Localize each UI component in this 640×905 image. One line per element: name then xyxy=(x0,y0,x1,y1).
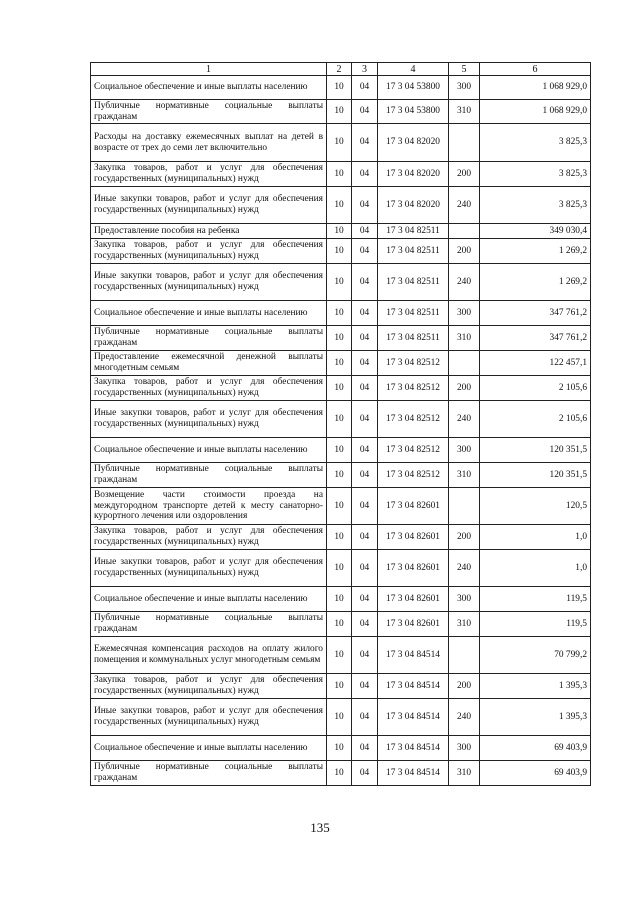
cell-subsection: 04 xyxy=(352,463,378,488)
cell-name: Закупка товаров, работ и услуг для обеспечения государственных (муниципальных) нужд xyxy=(91,239,327,264)
cell-subsection: 04 xyxy=(352,699,378,736)
cell-name: Социальное обеспечение и иные выплаты населению xyxy=(91,587,327,612)
cell-target-article: 17 3 04 82601 xyxy=(378,488,449,525)
cell-target-article: 17 3 04 82512 xyxy=(378,351,449,376)
table-row xyxy=(91,674,591,699)
table-row xyxy=(91,699,591,736)
cell-subsection: 04 xyxy=(352,587,378,612)
cell-name: Закупка товаров, работ и услуг для обеспечения государственных (муниципальных) нужд xyxy=(91,674,327,699)
table-row xyxy=(91,587,591,612)
cell-subsection: 04 xyxy=(352,612,378,637)
cell-expense-type: 200 xyxy=(449,525,480,550)
cell-subsection: 04 xyxy=(352,162,378,187)
cell-expense-type: 310 xyxy=(449,100,480,124)
col-header-section: 2 xyxy=(327,63,352,76)
table-row xyxy=(91,736,591,761)
cell-expense-type: 240 xyxy=(449,699,480,736)
cell-subsection: 04 xyxy=(352,224,378,239)
cell-section: 10 xyxy=(327,124,352,162)
cell-target-article: 17 3 04 82601 xyxy=(378,525,449,550)
cell-section: 10 xyxy=(327,488,352,525)
table-row xyxy=(91,76,591,100)
cell-name: Иные закупки товаров, работ и услуг для обеспечения государственных (муниципальных) нужд xyxy=(91,699,327,736)
cell-expense-type: 200 xyxy=(449,239,480,264)
cell-subsection: 04 xyxy=(352,301,378,326)
cell-target-article: 17 3 04 82020 xyxy=(378,162,449,187)
cell-expense-type: 300 xyxy=(449,438,480,463)
table-row xyxy=(91,326,591,351)
cell-subsection: 04 xyxy=(352,761,378,786)
table-row xyxy=(91,351,591,376)
cell-subsection: 04 xyxy=(352,187,378,224)
table-row xyxy=(91,488,591,525)
cell-name: Социальное обеспечение и иные выплаты населению xyxy=(91,76,327,100)
cell-subsection: 04 xyxy=(352,100,378,124)
cell-expense-type xyxy=(449,637,480,674)
table-row xyxy=(91,463,591,488)
cell-amount: 1 395,3 xyxy=(480,699,591,736)
table-row xyxy=(91,438,591,463)
cell-subsection: 04 xyxy=(352,351,378,376)
cell-amount: 69 403,9 xyxy=(480,761,591,786)
cell-section: 10 xyxy=(327,187,352,224)
cell-name: Социальное обеспечение и иные выплаты населению xyxy=(91,736,327,761)
cell-subsection: 04 xyxy=(352,76,378,100)
cell-amount: 3 825,3 xyxy=(480,162,591,187)
page-number: 135 xyxy=(310,820,330,835)
table-row xyxy=(91,612,591,637)
table-row xyxy=(91,761,591,786)
cell-subsection: 04 xyxy=(352,264,378,301)
cell-section: 10 xyxy=(327,699,352,736)
cell-section: 10 xyxy=(327,438,352,463)
cell-expense-type: 310 xyxy=(449,326,480,351)
cell-section: 10 xyxy=(327,401,352,438)
table-row xyxy=(91,376,591,401)
cell-section: 10 xyxy=(327,100,352,124)
cell-amount: 120 351,5 xyxy=(480,463,591,488)
cell-section: 10 xyxy=(327,612,352,637)
cell-section: 10 xyxy=(327,76,352,100)
cell-target-article: 17 3 04 84514 xyxy=(378,674,449,699)
cell-amount: 1,0 xyxy=(480,525,591,550)
cell-section: 10 xyxy=(327,351,352,376)
cell-section: 10 xyxy=(327,736,352,761)
cell-subsection: 04 xyxy=(352,401,378,438)
cell-amount: 69 403,9 xyxy=(480,736,591,761)
cell-subsection: 04 xyxy=(352,674,378,699)
cell-expense-type: 200 xyxy=(449,376,480,401)
cell-target-article: 17 3 04 53800 xyxy=(378,76,449,100)
cell-target-article: 17 3 04 82511 xyxy=(378,301,449,326)
cell-amount: 120,5 xyxy=(480,488,591,525)
cell-subsection: 04 xyxy=(352,488,378,525)
col-header-amount: 6 xyxy=(480,63,591,76)
cell-name: Публичные нормативные социальные выплаты гражданам xyxy=(91,326,327,351)
cell-target-article: 17 3 04 84514 xyxy=(378,736,449,761)
cell-amount: 119,5 xyxy=(480,612,591,637)
cell-target-article: 17 3 04 82512 xyxy=(378,463,449,488)
cell-section: 10 xyxy=(327,239,352,264)
cell-name: Иные закупки товаров, работ и услуг для обеспечения государственных (муниципальных) нужд xyxy=(91,550,327,587)
cell-expense-type: 310 xyxy=(449,463,480,488)
cell-name: Иные закупки товаров, работ и услуг для обеспечения государственных (муниципальных) нужд xyxy=(91,187,327,224)
cell-expense-type: 240 xyxy=(449,550,480,587)
cell-name: Ежемесячная компенсация расходов на оплату жилого помещения и коммунальных услуг многодетным семьям xyxy=(91,637,327,674)
cell-section: 10 xyxy=(327,587,352,612)
cell-target-article: 17 3 04 53800 xyxy=(378,100,449,124)
cell-name: Предоставление пособия на ребенка xyxy=(91,224,327,239)
cell-name: Закупка товаров, работ и услуг для обеспечения государственных (муниципальных) нужд xyxy=(91,376,327,401)
cell-expense-type: 300 xyxy=(449,76,480,100)
cell-target-article: 17 3 04 84514 xyxy=(378,699,449,736)
cell-section: 10 xyxy=(327,376,352,401)
cell-target-article: 17 3 04 84514 xyxy=(378,637,449,674)
cell-section: 10 xyxy=(327,301,352,326)
cell-amount: 3 825,3 xyxy=(480,124,591,162)
cell-section: 10 xyxy=(327,550,352,587)
table-row xyxy=(91,239,591,264)
cell-expense-type: 300 xyxy=(449,587,480,612)
cell-expense-type: 310 xyxy=(449,612,480,637)
cell-expense-type xyxy=(449,351,480,376)
cell-name: Расходы на доставку ежемесячных выплат на детей в возрасте от трех до семи лет включительно xyxy=(91,124,327,162)
table-row xyxy=(91,224,591,239)
cell-section: 10 xyxy=(327,463,352,488)
cell-amount: 1 068 929,0 xyxy=(480,100,591,124)
table-row xyxy=(91,187,591,224)
cell-expense-type: 200 xyxy=(449,162,480,187)
cell-amount: 120 351,5 xyxy=(480,438,591,463)
cell-amount: 1 269,2 xyxy=(480,264,591,301)
cell-name: Закупка товаров, работ и услуг для обеспечения государственных (муниципальных) нужд xyxy=(91,162,327,187)
cell-amount: 2 105,6 xyxy=(480,401,591,438)
col-header-target-article: 4 xyxy=(378,63,449,76)
table-row xyxy=(91,124,591,162)
cell-expense-type: 300 xyxy=(449,301,480,326)
col-header-expense-type: 5 xyxy=(449,63,480,76)
cell-amount: 2 105,6 xyxy=(480,376,591,401)
cell-target-article: 17 3 04 82020 xyxy=(378,187,449,224)
budget-table xyxy=(90,62,591,786)
cell-name: Социальное обеспечение и иные выплаты населению xyxy=(91,438,327,463)
cell-target-article: 17 3 04 82020 xyxy=(378,124,449,162)
table-header xyxy=(91,63,591,76)
cell-amount: 122 457,1 xyxy=(480,351,591,376)
cell-section: 10 xyxy=(327,264,352,301)
cell-subsection: 04 xyxy=(352,124,378,162)
cell-section: 10 xyxy=(327,637,352,674)
cell-amount: 1,0 xyxy=(480,550,591,587)
cell-name: Иные закупки товаров, работ и услуг для обеспечения государственных (муниципальных) нужд xyxy=(91,401,327,438)
cell-name: Публичные нормативные социальные выплаты гражданам xyxy=(91,463,327,488)
table-row xyxy=(91,264,591,301)
cell-target-article: 17 3 04 82601 xyxy=(378,587,449,612)
cell-section: 10 xyxy=(327,674,352,699)
table-row xyxy=(91,550,591,587)
cell-subsection: 04 xyxy=(352,239,378,264)
table-row xyxy=(91,162,591,187)
cell-target-article: 17 3 04 82511 xyxy=(378,264,449,301)
cell-amount: 349 030,4 xyxy=(480,224,591,239)
header-row xyxy=(91,63,591,76)
cell-expense-type: 240 xyxy=(449,187,480,224)
cell-name: Возмещение части стоимости проезда на междугородном транспорте детей к месту санаторно-курортного лечения или оздоровления xyxy=(91,488,327,525)
cell-subsection: 04 xyxy=(352,550,378,587)
cell-target-article: 17 3 04 82512 xyxy=(378,401,449,438)
cell-subsection: 04 xyxy=(352,525,378,550)
cell-target-article: 17 3 04 82511 xyxy=(378,239,449,264)
cell-section: 10 xyxy=(327,761,352,786)
cell-expense-type: 240 xyxy=(449,264,480,301)
cell-subsection: 04 xyxy=(352,637,378,674)
cell-section: 10 xyxy=(327,326,352,351)
cell-amount: 119,5 xyxy=(480,587,591,612)
cell-expense-type: 200 xyxy=(449,674,480,699)
cell-target-article: 17 3 04 82511 xyxy=(378,326,449,351)
col-header-name: 1 xyxy=(91,63,327,76)
cell-name: Закупка товаров, работ и услуг для обеспечения государственных (муниципальных) нужд xyxy=(91,525,327,550)
cell-amount: 347 761,2 xyxy=(480,326,591,351)
cell-expense-type xyxy=(449,224,480,239)
cell-name: Предоставление ежемесячной денежной выплаты многодетным семьям xyxy=(91,351,327,376)
cell-section: 10 xyxy=(327,525,352,550)
table-row xyxy=(91,100,591,124)
cell-name: Публичные нормативные социальные выплаты гражданам xyxy=(91,612,327,637)
cell-target-article: 17 3 04 82601 xyxy=(378,550,449,587)
table-row xyxy=(91,401,591,438)
cell-amount: 1 068 929,0 xyxy=(480,76,591,100)
cell-section: 10 xyxy=(327,162,352,187)
cell-amount: 1 269,2 xyxy=(480,239,591,264)
cell-subsection: 04 xyxy=(352,326,378,351)
cell-amount: 70 799,2 xyxy=(480,637,591,674)
cell-target-article: 17 3 04 82511 xyxy=(378,224,449,239)
cell-expense-type: 240 xyxy=(449,401,480,438)
table-row xyxy=(91,301,591,326)
table-row xyxy=(91,637,591,674)
cell-name: Иные закупки товаров, работ и услуг для обеспечения государственных (муниципальных) нужд xyxy=(91,264,327,301)
cell-subsection: 04 xyxy=(352,438,378,463)
cell-expense-type xyxy=(449,488,480,525)
cell-amount: 3 825,3 xyxy=(480,187,591,224)
cell-expense-type: 310 xyxy=(449,761,480,786)
table-row xyxy=(91,525,591,550)
cell-target-article: 17 3 04 84514 xyxy=(378,761,449,786)
cell-target-article: 17 3 04 82512 xyxy=(378,438,449,463)
cell-amount: 347 761,2 xyxy=(480,301,591,326)
cell-subsection: 04 xyxy=(352,736,378,761)
cell-name: Социальное обеспечение и иные выплаты населению xyxy=(91,301,327,326)
cell-expense-type: 300 xyxy=(449,736,480,761)
cell-target-article: 17 3 04 82601 xyxy=(378,612,449,637)
col-header-subsection: 3 xyxy=(352,63,378,76)
cell-subsection: 04 xyxy=(352,376,378,401)
cell-name: Публичные нормативные социальные выплаты гражданам xyxy=(91,761,327,786)
cell-target-article: 17 3 04 82512 xyxy=(378,376,449,401)
table-body xyxy=(91,76,591,786)
cell-name: Публичные нормативные социальные выплаты гражданам xyxy=(91,100,327,124)
cell-expense-type xyxy=(449,124,480,162)
cell-section: 10 xyxy=(327,224,352,239)
cell-amount: 1 395,3 xyxy=(480,674,591,699)
